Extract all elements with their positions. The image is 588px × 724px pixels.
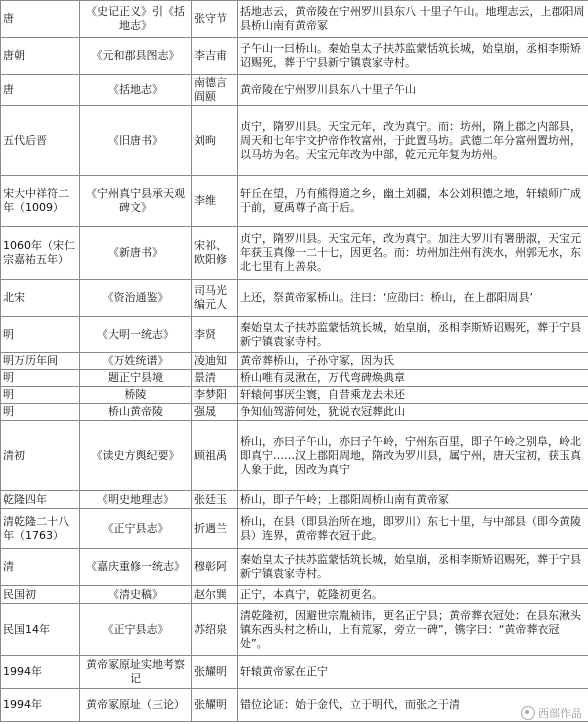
watermark: [521, 705, 582, 721]
cell-author: 强晟: [192, 404, 238, 421]
cell-content: 清乾隆初，因避世宗胤祯讳，更名正宁县；黄帝葬衣冠处：在县东湫头镇东西头村之桥山，上有荒冢，旁立一碑”，镌字曰：“黄帝葬衣冠处”。: [238, 604, 588, 656]
cell-author: 苏绍泉: [192, 604, 238, 656]
cell-content: 子午山一曰桥山。秦始皇太子扶苏监蒙恬筑长城，始皇崩，丞相李斯矫诏赐死，葬于宁县新宁镇袁家寺村。: [238, 38, 588, 75]
cell-author: 赵尔巽: [192, 586, 238, 604]
cell-author: 宋祁、欧阳修: [192, 227, 238, 280]
cell-time: 1994年: [1, 689, 80, 722]
cell-source: 《正宁县志》: [80, 604, 192, 656]
weibo-logo-icon: [521, 706, 535, 720]
cell-time: 五代后晋: [1, 106, 80, 176]
cell-source: 题正宁县境: [80, 370, 192, 387]
cell-source: 《新唐书》: [80, 227, 192, 280]
cell-author: 张耀明: [192, 689, 238, 722]
cell-author: 张耀明: [192, 656, 238, 689]
cell-author: 凌迪知: [192, 353, 238, 370]
cell-time: 乾隆四年: [1, 491, 80, 509]
table-row: [1, 604, 588, 656]
cell-content: 桥山，在县（即县治所在地，即罗川）东七十里，与中部县（即今黄陵县）连界，黄帝葬衣冠于此。: [238, 509, 588, 549]
cell-time: 1994年: [1, 656, 80, 689]
cell-content: 桥山，亦曰子午山，亦曰子午岭，宁州东百里，即子午岭之别阜，岭北即真宁……汉上郡阳周地，隋改为罗川县，属宁州，唐天宝初，获玉真人象于此，因改为真宁: [238, 421, 588, 491]
cell-author: 顾祖禹: [192, 421, 238, 491]
table-row: [1, 106, 588, 176]
cell-source: 《旧唐书》: [80, 106, 192, 176]
cell-author: 李梦阳: [192, 387, 238, 404]
cell-time: 宋大中祥符二年（1009）: [1, 176, 80, 227]
cell-content: 黄帝葬桥山，子孙守冢，因为氏: [238, 353, 588, 370]
cell-source: 《资治通鉴》: [80, 280, 192, 317]
table-row: [1, 421, 588, 491]
cell-content: 贞宁，隋罗川县。天宝元年，改为真宁。而：坊州，隋上郡之内部县，周天和七年宇文护帝作牧富州，于此置马坊。武德二年分富州置坊州，以马坊为名。天宝元年改为中部，乾元元年复为坊州。: [238, 106, 588, 176]
cell-time: 唐: [1, 1, 80, 38]
table-row: [1, 491, 588, 509]
cell-author: 刘昫: [192, 106, 238, 176]
watermark-text: 西部作品: [538, 707, 582, 720]
cell-source: 《宁州真宁县承天观碑文》: [80, 176, 192, 227]
table-row: [1, 549, 588, 586]
cell-content: 上还，祭黄帝冢桥山。注曰：‘应劭曰：桥山，在上郡阳周县’: [238, 280, 588, 317]
table-row: [1, 370, 588, 387]
cell-source: 桥陵: [80, 387, 192, 404]
cell-content: 桥山，即子午岭；上郡阳周桥山南有黄帝冢: [238, 491, 588, 509]
cell-source: 《明史地理志》: [80, 491, 192, 509]
cell-content: 轩辕何事厌尘寰，自昔乘龙去未还: [238, 387, 588, 404]
table-row: [1, 586, 588, 604]
cell-author: 李贤: [192, 317, 238, 353]
cell-time: 清乾隆二十八年（1763）: [1, 509, 80, 549]
table-row: [1, 75, 588, 106]
cell-author: 张廷玉: [192, 491, 238, 509]
cell-time: 唐朝: [1, 38, 80, 75]
cell-author: 李维: [192, 176, 238, 227]
table-row: [1, 227, 588, 280]
cell-source: 《正宁县志》: [80, 509, 192, 549]
cell-time: 清: [1, 549, 80, 586]
cell-content: 贞宁，隋罗川县。天宝元年，改为真宁。加注大罗川有署册淑，天宝元年获玉真像一二十七，因更名。而：坊州加注州有浃水，州郭无水，东北七里有上善泉。: [238, 227, 588, 280]
cell-source: 《万姓统谱》: [80, 353, 192, 370]
table-row: [1, 1, 588, 38]
cell-content: 秦始皇太子扶苏监蒙恬筑长城，始皇崩，丞相李斯矫诏赐死，葬于宁县新宁镇袁家寺村。: [238, 549, 588, 586]
cell-author: 穆彰阿: [192, 549, 238, 586]
cell-time: 明万历年间: [1, 353, 80, 370]
cell-author: 景清: [192, 370, 238, 387]
cell-content: 桥山唯有灵湫在，万代弯碑焕典章: [238, 370, 588, 387]
cell-content: 争知仙驾游何处，犹说衣冠葬此山: [238, 404, 588, 421]
cell-source: 《大明一统志》: [80, 317, 192, 353]
cell-author: 南德言阎颐: [192, 75, 238, 106]
cell-content: 括地志云，黄帝陵在宁州罗川县东八 十里子午山。地理志云，上郡阳周县桥山南有黄帝冢: [238, 1, 588, 38]
cell-content: 轩辕黄帝冢在正宁: [238, 656, 588, 689]
cell-source: 《嘉庆重修一统志》: [80, 549, 192, 586]
table-row: [1, 404, 588, 421]
table-row: [1, 656, 588, 689]
table-row: [1, 176, 588, 227]
cell-author: 司马光编元人: [192, 280, 238, 317]
cell-content: 黄帝陵在宁州罗川县东八十里子午山: [238, 75, 588, 106]
table-row: [1, 317, 588, 353]
table-row: [1, 689, 588, 722]
table-row: [1, 38, 588, 75]
cell-author: 折遇兰: [192, 509, 238, 549]
cell-time: 明: [1, 370, 80, 387]
table-row: [1, 387, 588, 404]
table-row: [1, 280, 588, 317]
cell-source: 《括地志》: [80, 75, 192, 106]
cell-source: 桥山黄帝陵: [80, 404, 192, 421]
cell-content: 轩丘在望，乃有熊得道之乡，幽土刘疆，本公刘积德之地，轩辕师广成于前，夏禹尊子高于后。: [238, 176, 588, 227]
cell-time: 民国14年: [1, 604, 80, 656]
cell-source: 《史记正义》引《括地志》: [80, 1, 192, 38]
table-row: [1, 353, 588, 370]
cell-source: 黄帝冢原址实地考察记: [80, 656, 192, 689]
cell-content: 秦始皇太子扶苏监蒙恬筑长城，始皇崩，丞相李斯矫诏赐死，葬于宁县新宁镇袁家寺村。: [238, 317, 588, 353]
cell-content: 错位论证：始于金代，立于明代，而张之于清: [238, 689, 588, 722]
cell-source: 《清史稿》: [80, 586, 192, 604]
cell-time: 北宋: [1, 280, 80, 317]
cell-source: 黄帝冢原址（三论）: [80, 689, 192, 722]
cell-author: 张守节: [192, 1, 238, 38]
table-row: [1, 509, 588, 549]
cell-time: 清初: [1, 421, 80, 491]
cell-time: 1060年（宋仁宗嘉祐五年）: [1, 227, 80, 280]
cell-time: 明: [1, 317, 80, 353]
cell-author: 李吉甫: [192, 38, 238, 75]
cell-time: 明: [1, 387, 80, 404]
cell-content: 正宁，本真宁，乾隆初更名。: [238, 586, 588, 604]
cell-time: 明: [1, 404, 80, 421]
cell-source: 《读史方舆纪要》: [80, 421, 192, 491]
cell-source: 《元和郡县图志》: [80, 38, 192, 75]
cell-time: 民国初: [1, 586, 80, 604]
cell-time: 唐: [1, 75, 80, 106]
